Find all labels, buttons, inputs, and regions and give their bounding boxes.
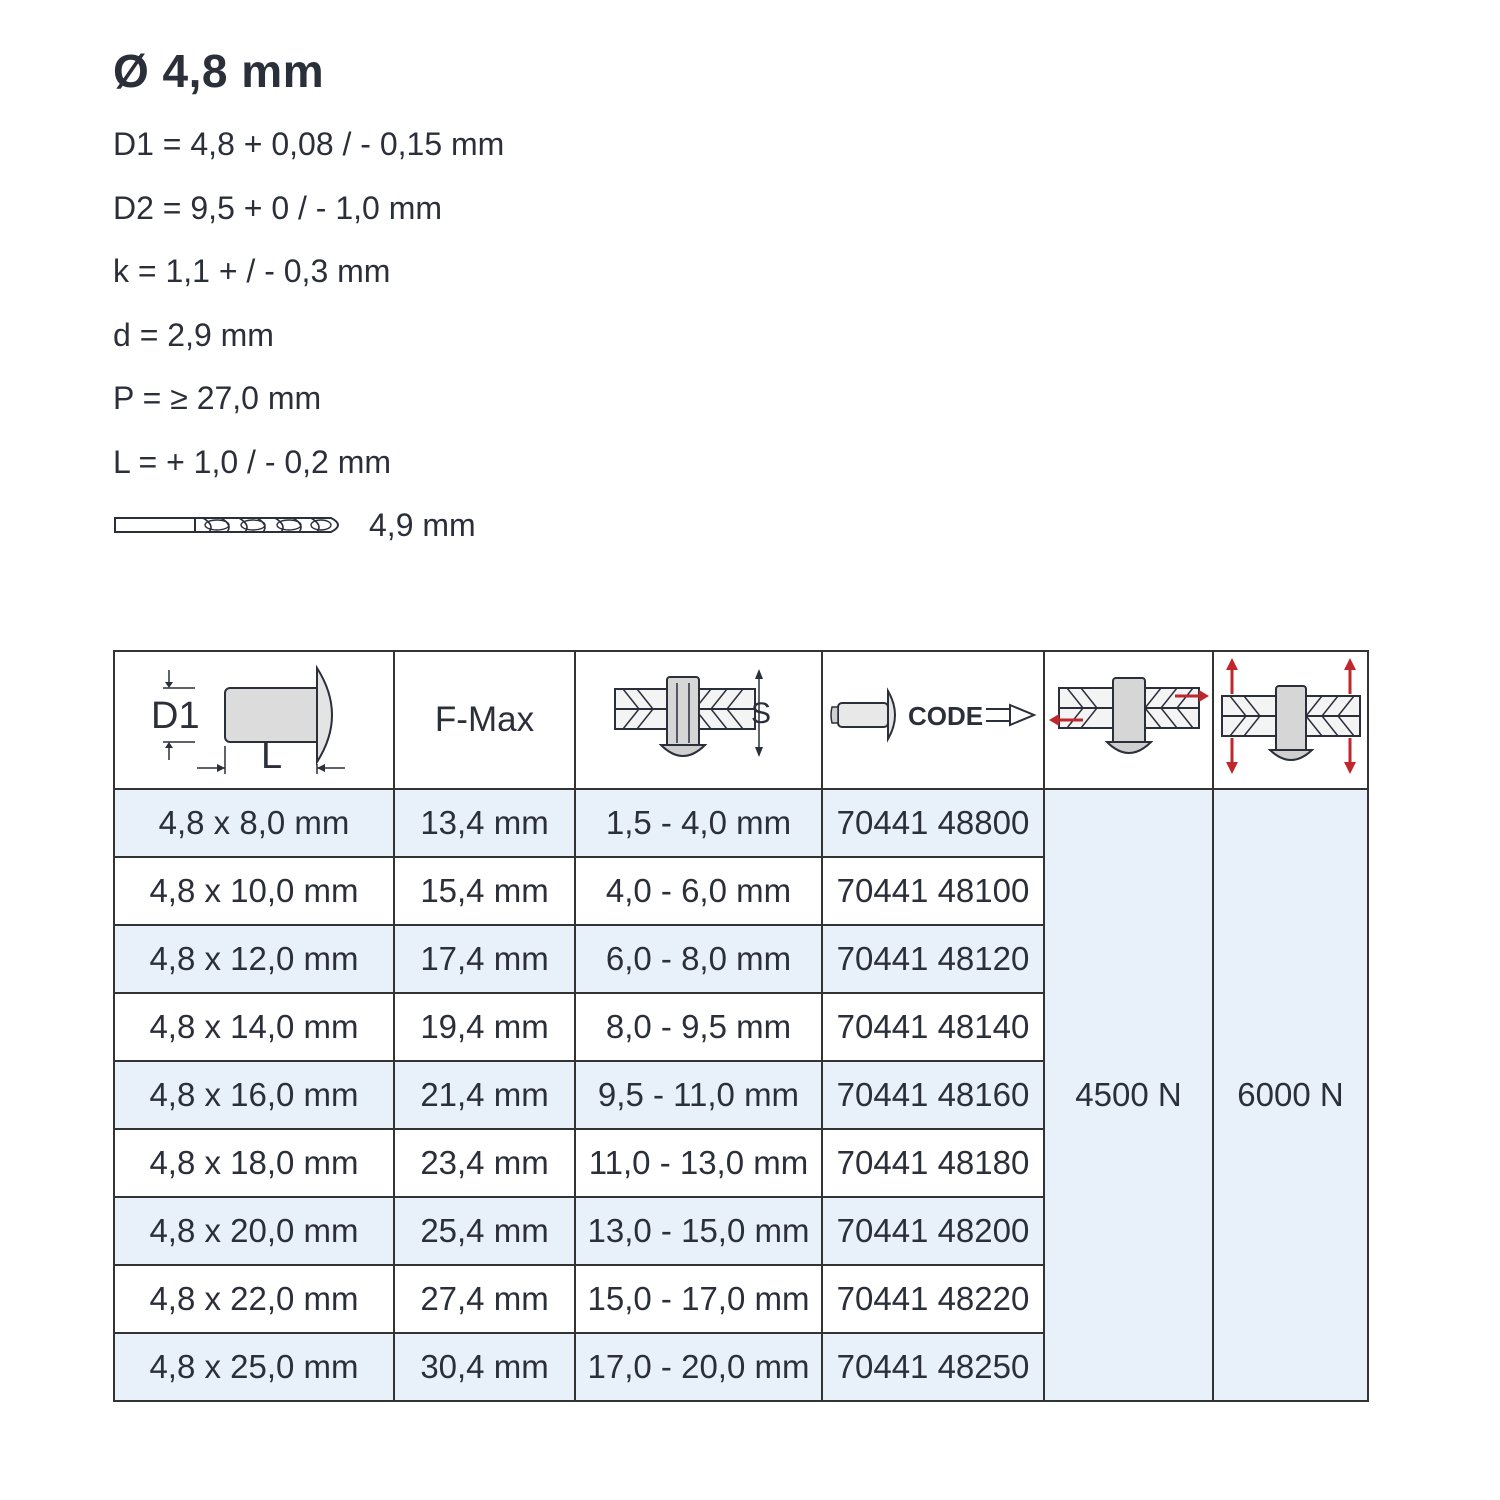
header-shear-force	[1044, 651, 1213, 789]
spec-d: d = 2,9 mm	[113, 316, 274, 353]
shear-force-icon	[1049, 666, 1209, 766]
cell-tensile-force: 6000 N	[1213, 789, 1368, 1401]
drill-bit-icon	[113, 514, 349, 536]
cell-size: 4,8 x 12,0 mm	[114, 925, 394, 993]
cell-size: 4,8 x 14,0 mm	[114, 993, 394, 1061]
cell-fmax: 30,4 mm	[394, 1333, 575, 1401]
cell-code: 70441 48250	[822, 1333, 1044, 1401]
code-rivet-icon	[828, 681, 1038, 751]
cell-fmax: 27,4 mm	[394, 1265, 575, 1333]
label-s: S	[750, 697, 771, 730]
rivet-dimension-icon	[149, 656, 359, 776]
cell-size: 4,8 x 25,0 mm	[114, 1333, 394, 1401]
spec-k: k = 1,1 + / - 0,3 mm	[113, 253, 391, 289]
cell-code: 70441 48800	[822, 789, 1044, 857]
cell-grip: 8,0 - 9,5 mm	[575, 993, 822, 1061]
spec-p: P = ≥ 27,0 mm	[113, 380, 322, 416]
cell-size: 4,8 x 22,0 mm	[114, 1265, 394, 1333]
cell-code: 70441 48140	[822, 993, 1044, 1061]
cell-fmax: 21,4 mm	[394, 1061, 575, 1129]
cell-grip: 1,5 - 4,0 mm	[575, 789, 822, 857]
cell-code: 70441 48200	[822, 1197, 1044, 1265]
cell-fmax: 25,4 mm	[394, 1197, 575, 1265]
header-rivet-dimensions	[114, 651, 394, 789]
tensile-force-icon	[1216, 656, 1366, 776]
cell-grip: 17,0 - 20,0 mm	[575, 1333, 822, 1401]
cell-shear-force: 4500 N	[1044, 789, 1213, 1401]
cell-grip: 9,5 - 11,0 mm	[575, 1061, 822, 1129]
cell-fmax: 19,4 mm	[394, 993, 575, 1061]
cell-fmax: 15,4 mm	[394, 857, 575, 925]
spec-d1: D1 = 4,8 + 0,08 / - 0,15 mm	[113, 126, 505, 162]
cell-code: 70441 48120	[822, 925, 1044, 993]
cell-fmax: 17,4 mm	[394, 925, 575, 993]
header-grip-range	[575, 651, 822, 789]
header-code	[822, 651, 1044, 789]
cell-grip: 13,0 - 15,0 mm	[575, 1197, 822, 1265]
cell-size: 4,8 x 18,0 mm	[114, 1129, 394, 1197]
table-row	[114, 789, 1368, 857]
cell-grip: 11,0 - 13,0 mm	[575, 1129, 822, 1197]
label-code: CODE	[908, 701, 984, 731]
cell-size: 4,8 x 20,0 mm	[114, 1197, 394, 1265]
cell-grip: 4,0 - 6,0 mm	[575, 857, 822, 925]
page-title: Ø 4,8 mm	[113, 45, 325, 97]
cell-grip: 6,0 - 8,0 mm	[575, 925, 822, 993]
cell-size: 4,8 x 8,0 mm	[114, 789, 394, 857]
cell-code: 70441 48220	[822, 1265, 1044, 1333]
spec-list	[113, 124, 504, 505]
cell-fmax: 13,4 mm	[394, 789, 575, 857]
cell-size: 4,8 x 10,0 mm	[114, 857, 394, 925]
header-tensile-force	[1213, 651, 1368, 789]
cell-code: 70441 48180	[822, 1129, 1044, 1197]
cell-grip: 15,0 - 17,0 mm	[575, 1265, 822, 1333]
spec-d2: D2 = 9,5 + 0 / - 1,0 mm	[113, 189, 443, 226]
cell-fmax: 23,4 mm	[394, 1129, 575, 1197]
rivet-spec-table	[113, 650, 1369, 1402]
spec-l: L = + 1,0 / - 0,2 mm	[113, 443, 392, 480]
cell-code: 70441 48160	[822, 1061, 1044, 1129]
label-d1: D1	[151, 695, 200, 737]
drill-size-label: 4,9 mm	[369, 506, 476, 543]
header-fmax	[394, 651, 575, 789]
cell-size: 4,8 x 16,0 mm	[114, 1061, 394, 1129]
header-fmax-label: F-Max	[434, 700, 535, 739]
label-l: L	[261, 735, 283, 776]
drill-size-row	[113, 505, 476, 545]
table-header-row	[114, 651, 1368, 789]
cell-code: 70441 48100	[822, 857, 1044, 925]
grip-range-icon	[609, 661, 789, 771]
